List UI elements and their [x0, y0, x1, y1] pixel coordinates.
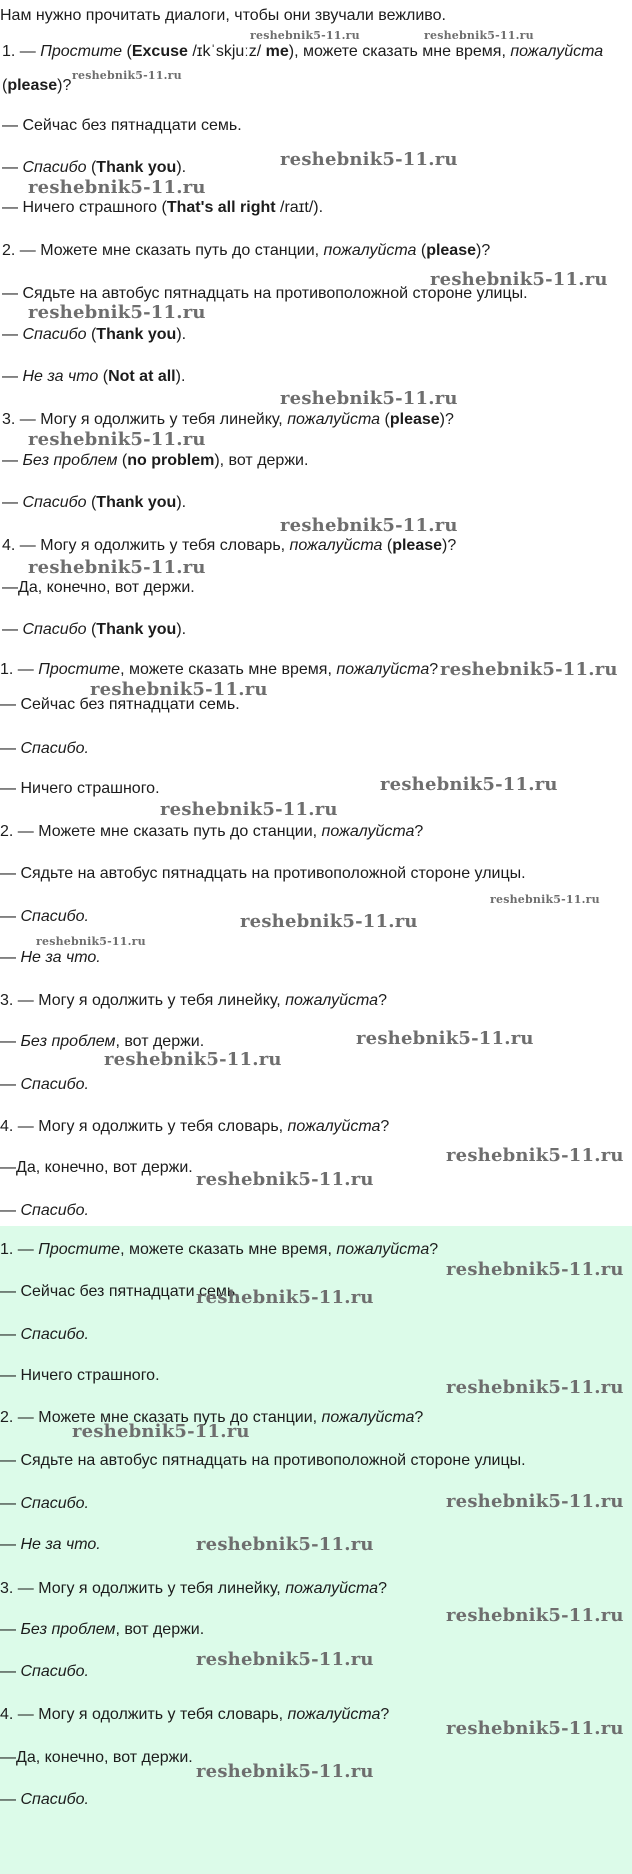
s3-dialog1-answer2: — Спасибо. [0, 1326, 89, 1343]
s2-dialog4-question: 4. — Могу я одолжить у тебя словарь, пожалуйста? [0, 1118, 390, 1135]
watermark: reshebnik5-11.ru [196, 1287, 374, 1308]
s3-dialog4-answer2: — Спасибо. [0, 1791, 89, 1808]
watermark: reshebnik5-11.ru [424, 29, 534, 42]
s3-dialog2-answer3: — Не за что. [0, 1536, 101, 1553]
watermark: reshebnik5-11.ru [446, 1718, 624, 1739]
s3-dialog1-answer3: — Ничего страшного. [0, 1367, 160, 1384]
s3-dialog3-answer2: — Спасибо. [0, 1663, 89, 1680]
watermark: reshebnik5-11.ru [280, 149, 458, 170]
watermark: reshebnik5-11.ru [446, 1377, 624, 1398]
s1-dialog2-answer1: — Сядьте на автобус пятнадцать на противоположной стороне улицы. [2, 285, 528, 302]
s2-dialog3-question: 3. — Могу я одолжить у тебя линейку, пожалуйста? [0, 992, 387, 1009]
watermark: reshebnik5-11.ru [160, 799, 338, 820]
s3-dialog4-answer1: —Да, конечно, вот держи. [0, 1749, 193, 1766]
s3-dialog2-answer2: — Спасибо. [0, 1495, 89, 1512]
s2-dialog2-question: 2. — Можете мне сказать путь до станции, пожалуйста? [0, 823, 424, 840]
watermark: reshebnik5-11.ru [446, 1605, 624, 1626]
watermark: reshebnik5-11.ru [430, 269, 608, 290]
watermark: reshebnik5-11.ru [72, 1421, 250, 1442]
s3-dialog3-answer1: — Без проблем, вот держи. [0, 1621, 205, 1638]
s2-dialog2-answer1: — Сядьте на автобус пятнадцать на противоположной стороне улицы. [0, 865, 526, 882]
s1-dialog4-answer2: — Спасибо (Thank you). [2, 621, 187, 638]
s2-dialog2-answer2: — Спасибо. [0, 908, 89, 925]
watermark: reshebnik5-11.ru [446, 1259, 624, 1280]
watermark: reshebnik5-11.ru [440, 659, 618, 680]
watermark: reshebnik5-11.ru [280, 515, 458, 536]
s2-dialog1-question: 1. — Простите, можете сказать мне время, пожалуйста? [0, 661, 439, 678]
s2-dialog3-answer1: — Без проблем, вот держи. [0, 1033, 205, 1050]
s1-dialog2-answer3: — Не за что (Not at all). [2, 368, 186, 385]
watermark: reshebnik5-11.ru [490, 893, 600, 906]
watermark: reshebnik5-11.ru [90, 679, 268, 700]
watermark: reshebnik5-11.ru [28, 429, 206, 450]
watermark: reshebnik5-11.ru [356, 1028, 534, 1049]
s1-dialog3-answer1: — Без проблем (no problem), вот держи. [2, 452, 309, 469]
s1-dialog4-answer1: —Да, конечно, вот держи. [2, 579, 195, 596]
s1-dialog4-question: 4. — Могу я одолжить у тебя словарь, пожалуйста (please)? [2, 537, 457, 554]
watermark: reshebnik5-11.ru [28, 177, 206, 198]
watermark: reshebnik5-11.ru [196, 1534, 374, 1555]
s3-dialog4-question: 4. — Могу я одолжить у тебя словарь, пожалуйста? [0, 1706, 390, 1723]
s2-dialog1-answer3: — Ничего страшного. [0, 780, 160, 797]
watermark: reshebnik5-11.ru [28, 302, 206, 323]
intro-text: Нам нужно прочитать диалоги, чтобы они звучали вежливо. [0, 7, 446, 24]
s3-dialog2-answer1: — Сядьте на автобус пятнадцать на противоположной стороне улицы. [0, 1452, 526, 1469]
watermark: reshebnik5-11.ru [280, 388, 458, 409]
s1-dialog3-question: 3. — Могу я одолжить у тебя линейку, пожалуйста (please)? [2, 411, 454, 428]
s2-dialog2-answer3: — Не за что. [0, 949, 101, 966]
watermark: reshebnik5-11.ru [196, 1169, 374, 1190]
s1-dialog1-answer3: — Ничего страшного (That's all right /raɪt/). [2, 199, 324, 216]
watermark: reshebnik5-11.ru [104, 1049, 282, 1070]
watermark: reshebnik5-11.ru [250, 29, 360, 42]
watermark: reshebnik5-11.ru [196, 1761, 374, 1782]
s3-dialog3-question: 3. — Могу я одолжить у тебя линейку, пожалуйста? [0, 1580, 387, 1597]
s3-dialog1-answer1: — Сейчас без пятнадцати семь. [0, 1283, 240, 1300]
s3-dialog1-question: 1. — Простите, можете сказать мне время, пожалуйста? [0, 1241, 439, 1258]
s1-dialog3-answer2: — Спасибо (Thank you). [2, 494, 187, 511]
s1-dialog2-question: 2. — Можете мне сказать путь до станции, пожалуйста (please)? [2, 242, 491, 259]
s2-dialog1-answer1: — Сейчас без пятнадцати семь. [0, 696, 240, 713]
s2-dialog1-answer2: — Спасибо. [0, 740, 89, 757]
watermark: reshebnik5-11.ru [380, 774, 558, 795]
watermark: reshebnik5-11.ru [446, 1491, 624, 1512]
watermark: reshebnik5-11.ru [196, 1649, 374, 1670]
watermark: reshebnik5-11.ru [446, 1145, 624, 1166]
watermark: reshebnik5-11.ru [36, 935, 146, 948]
s1-dialog2-answer2: — Спасибо (Thank you). [2, 326, 187, 343]
s3-dialog2-question: 2. — Можете мне сказать путь до станции, пожалуйста? [0, 1409, 424, 1426]
s1-dialog1-answer2: — Спасибо (Thank you). [2, 159, 187, 176]
watermark: reshebnik5-11.ru [72, 69, 182, 82]
s2-dialog4-answer2: — Спасибо. [0, 1202, 89, 1219]
watermark: reshebnik5-11.ru [240, 911, 418, 932]
watermark: reshebnik5-11.ru [28, 557, 206, 578]
s1-dialog1-answer1: — Сейчас без пятнадцати семь. [2, 117, 242, 134]
s1-dialog1-question: 1. — Простите (Excuse /ɪkˈskjuːz/ me), можете сказать мне время, пожалуйста [2, 43, 604, 60]
s2-dialog3-answer2: — Спасибо. [0, 1076, 89, 1093]
s1-dialog1-question-cont: (please)? [2, 77, 72, 94]
s2-dialog4-answer1: —Да, конечно, вот держи. [0, 1159, 193, 1176]
